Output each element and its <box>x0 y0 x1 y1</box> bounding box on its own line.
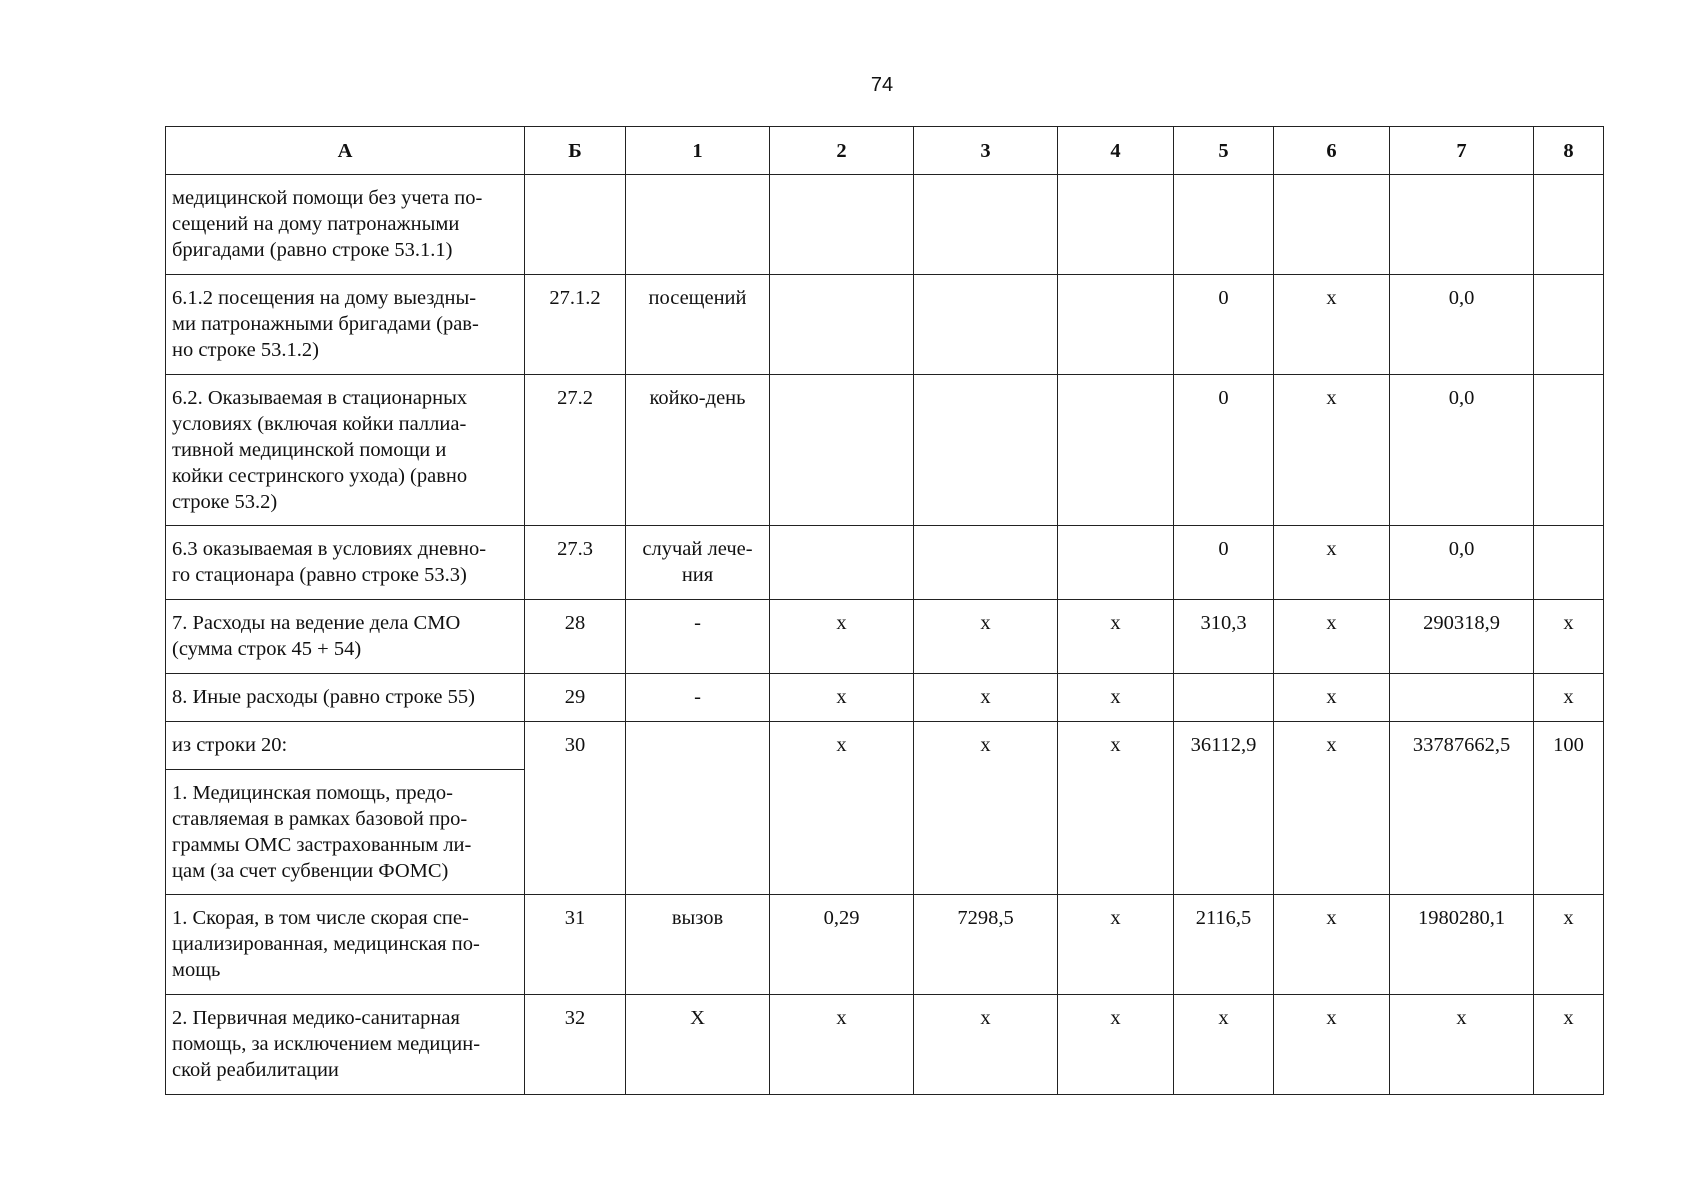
cell-c5: 310,3 <box>1174 600 1274 674</box>
cell-c4: х <box>1058 895 1174 995</box>
cell-b <box>525 175 626 275</box>
row-label-cell: 6.1.2 посещения на дому выездны- ми патронажными бригадами (рав- но строке 53.1.2) <box>166 275 525 375</box>
header-cell-6: 6 <box>1274 127 1390 175</box>
cell-b: 32 <box>525 995 626 1095</box>
cell-c4 <box>1058 275 1174 375</box>
cell-c7 <box>1390 674 1534 722</box>
cell-c4: х <box>1058 600 1174 674</box>
cell-c8: х <box>1534 674 1604 722</box>
table-row <box>166 375 1604 526</box>
table-row <box>166 600 1604 674</box>
cell-c7: 290318,9 <box>1390 600 1534 674</box>
cell-c3 <box>914 375 1058 526</box>
cell-c2 <box>770 375 914 526</box>
cell-b: 28 <box>525 600 626 674</box>
cell-c7: 1980280,1 <box>1390 895 1534 995</box>
cell-c3: х <box>914 995 1058 1095</box>
row-label-cell: 1. Медицинская помощь, предо- ставляемая в рамках базовой про- граммы ОМС застрахованным ли- цам (за счет субвенции ФОМС) <box>166 770 525 895</box>
cell-c8 <box>1534 375 1604 526</box>
cell-c6: х <box>1274 375 1390 526</box>
cell-c7: 0,0 <box>1390 526 1534 600</box>
page-number: 74 <box>870 74 894 96</box>
cell-c6 <box>1274 175 1390 275</box>
cell-c6: х <box>1274 674 1390 722</box>
cell-c7: 33787662,5 <box>1390 722 1534 895</box>
cell-c1: - <box>626 674 770 722</box>
table-row <box>166 674 1604 722</box>
table-row <box>166 722 1604 770</box>
cell-c3 <box>914 175 1058 275</box>
cell-c6: х <box>1274 275 1390 375</box>
cell-c7: 0,0 <box>1390 375 1534 526</box>
cell-c8: х <box>1534 995 1604 1095</box>
cell-c3: х <box>914 600 1058 674</box>
cell-c4: х <box>1058 722 1174 895</box>
cell-c4 <box>1058 175 1174 275</box>
cell-c2 <box>770 175 914 275</box>
header-cell-b: Б <box>525 127 626 175</box>
cell-c7 <box>1390 175 1534 275</box>
row-label-cell: 2. Первичная медико-санитарная помощь, за исключением медицин- ской реабилитации <box>166 995 525 1095</box>
cell-b: 29 <box>525 674 626 722</box>
row-label-cell: медицинской помощи без учета по- сещений на дому патронажными бригадами (равно строке 53.1.1) <box>166 175 525 275</box>
header-cell-4: 4 <box>1058 127 1174 175</box>
cell-c5 <box>1174 175 1274 275</box>
cell-c4: х <box>1058 995 1174 1095</box>
row-label-cell: 8. Иные расходы (равно строке 55) <box>166 674 525 722</box>
cell-c5: 36112,9 <box>1174 722 1274 895</box>
table-row <box>166 526 1604 600</box>
header-cell-5: 5 <box>1174 127 1274 175</box>
cell-c4 <box>1058 375 1174 526</box>
cell-c8: х <box>1534 600 1604 674</box>
header-cell-7: 7 <box>1390 127 1534 175</box>
cell-c6: х <box>1274 895 1390 995</box>
cell-c6: х <box>1274 600 1390 674</box>
cell-c1 <box>626 722 770 895</box>
cell-c1: койко-день <box>626 375 770 526</box>
cell-c3: 7298,5 <box>914 895 1058 995</box>
cell-c5: 0 <box>1174 275 1274 375</box>
header-cell-8: 8 <box>1534 127 1604 175</box>
cell-c2 <box>770 526 914 600</box>
cell-c6: х <box>1274 526 1390 600</box>
cell-c5 <box>1174 674 1274 722</box>
cell-c2: х <box>770 722 914 895</box>
row-label-cell: 7. Расходы на ведение дела СМО (сумма строк 45 + 54) <box>166 600 525 674</box>
cell-c4 <box>1058 526 1174 600</box>
header-row <box>166 127 1604 175</box>
cell-c2: х <box>770 674 914 722</box>
cell-c7: 0,0 <box>1390 275 1534 375</box>
cell-b: 31 <box>525 895 626 995</box>
cell-c6: х <box>1274 995 1390 1095</box>
cell-c1: - <box>626 600 770 674</box>
cell-c1 <box>626 175 770 275</box>
cell-c8: х <box>1534 895 1604 995</box>
cell-b: 27.3 <box>525 526 626 600</box>
cell-c1: Х <box>626 995 770 1095</box>
row-label-cell: 6.3 оказываемая в условиях дневно- го стационара (равно строке 53.3) <box>166 526 525 600</box>
row-label-cell: 1. Скорая, в том числе скорая спе- циализированная, медицинская по- мощь <box>166 895 525 995</box>
cell-c2: х <box>770 600 914 674</box>
cell-c5: 0 <box>1174 375 1274 526</box>
cell-c2 <box>770 275 914 375</box>
data-table <box>165 126 1604 1095</box>
cell-b: 27.2 <box>525 375 626 526</box>
row-label-cell: из строки 20: <box>166 722 525 770</box>
cell-c6: х <box>1274 722 1390 895</box>
cell-c8 <box>1534 175 1604 275</box>
table-row <box>166 895 1604 995</box>
cell-c3 <box>914 275 1058 375</box>
header-cell-1: 1 <box>626 127 770 175</box>
cell-b: 30 <box>525 722 626 895</box>
header-cell-2: 2 <box>770 127 914 175</box>
table-row <box>166 995 1604 1095</box>
cell-c3: х <box>914 674 1058 722</box>
cell-c7: х <box>1390 995 1534 1095</box>
cell-c3 <box>914 526 1058 600</box>
cell-c5: 2116,5 <box>1174 895 1274 995</box>
cell-c2: 0,29 <box>770 895 914 995</box>
cell-c1: вызов <box>626 895 770 995</box>
cell-c8 <box>1534 526 1604 600</box>
cell-c3: х <box>914 722 1058 895</box>
cell-c2: х <box>770 995 914 1095</box>
cell-c5: 0 <box>1174 526 1274 600</box>
table-row <box>166 175 1604 275</box>
header-cell-3: 3 <box>914 127 1058 175</box>
cell-c1: случай лече- ния <box>626 526 770 600</box>
table-row <box>166 275 1604 375</box>
row-label-cell: 6.2. Оказываемая в стационарных условиях (включая койки паллиа- тивной медицинской помощи и койки сестринского ухода) (равно строке 53.2) <box>166 375 525 526</box>
cell-b: 27.1.2 <box>525 275 626 375</box>
cell-c1: посещений <box>626 275 770 375</box>
header-cell-a: А <box>166 127 525 175</box>
cell-c4: х <box>1058 674 1174 722</box>
cell-c5: х <box>1174 995 1274 1095</box>
cell-c8: 100 <box>1534 722 1604 895</box>
cell-c8 <box>1534 275 1604 375</box>
